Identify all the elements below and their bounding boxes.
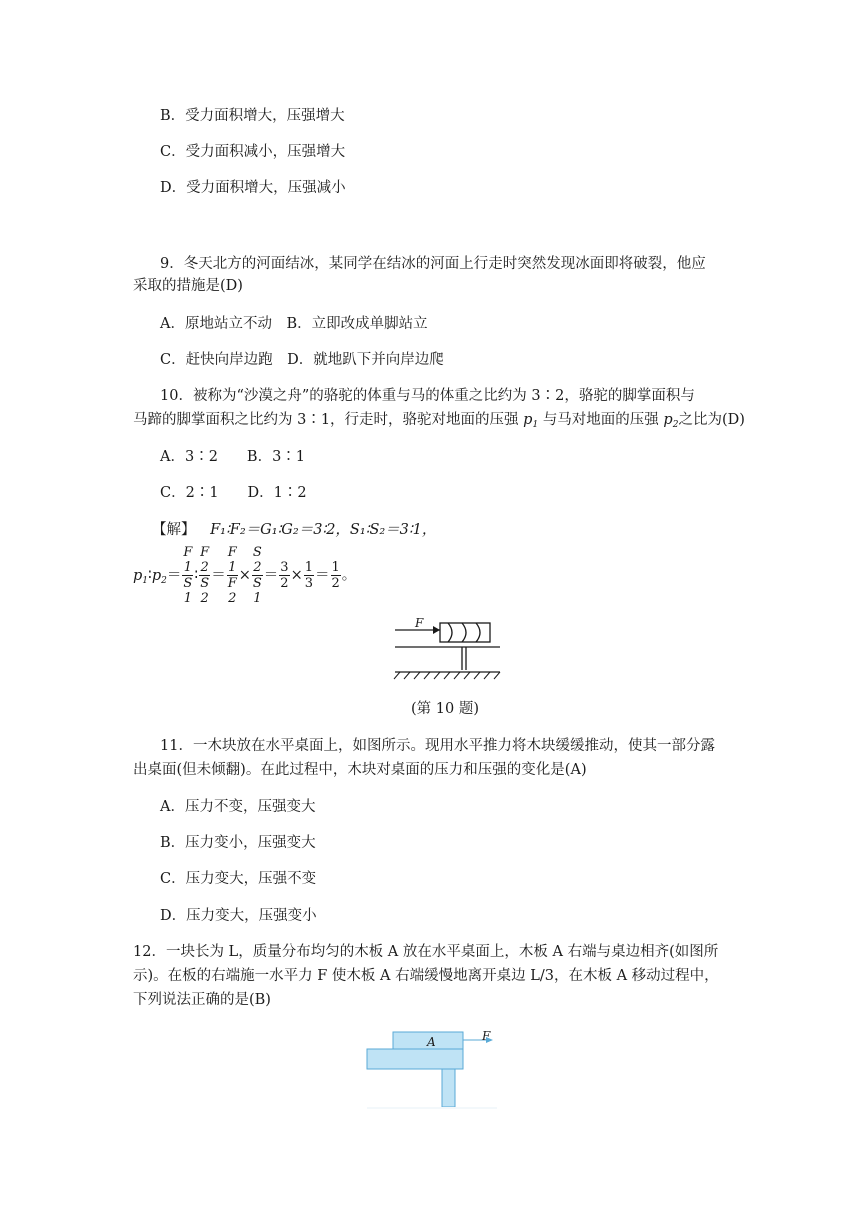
- q9-options-line1: A．原地站立不动 B．立即改成单脚站立: [160, 316, 428, 332]
- q8-option-c: C．受力面积减小，压强增大: [160, 144, 346, 160]
- q10-figure: [390, 615, 500, 685]
- q12-stem-line1: 12．一块长为 L，质量分布均匀的木板 A 放在水平桌面上，木板 A 右端与桌边相齐(如图所: [133, 944, 719, 960]
- q10-solution-label: 【解】: [152, 522, 196, 538]
- q12-figure-board-label: A: [427, 1035, 436, 1049]
- q10-stem-part2: 与马对地面的压强: [542, 412, 664, 428]
- q10-p1-symbol: $p_1$: [523, 412, 539, 430]
- q11-stem-line1: 11．一木块放在水平桌面上，如图所示。现用水平推力将木块缓缓推动，使其一部分露: [160, 738, 715, 754]
- q9-stem-line1: 9．冬天北方的河面结冰，某同学在结冰的河面上行走时突然发现冰面即将破裂，他应: [160, 256, 706, 272]
- q10-options-line2: C．2∶1 D．1∶2: [160, 485, 307, 501]
- q8-option-b: B．受力面积增大，压强增大: [160, 108, 345, 124]
- q10-stem-part3: 之比为(D): [678, 412, 745, 428]
- q10-figure-force-label: F: [415, 616, 424, 630]
- q11-option-d: D．压力变大，压强变小: [160, 908, 317, 924]
- q12-stem-line3: 下列说法正确的是(B): [133, 992, 271, 1008]
- q11-option-b: B．压力变小，压强变大: [160, 835, 316, 851]
- q10-figure-caption: (第 10 题): [411, 701, 479, 717]
- q11-stem-line2: 出桌面(但未倾翻)。在此过程中，木块对桌面的压力和压强的变化是(A): [133, 762, 587, 778]
- q10-solution-line2: $p_1∶p_2=$ F 1 S 1 ∶ F 2 S 2 ＝ F 1 F 2 × S 2 S 1 ＝ $\frac{3}{2}$ × $\frac{1}{3}$ ＝ $\frac{1}{2}$ 。: [133, 545, 357, 606]
- q10-solution-ratios: F₁∶F₂＝G₁∶G₂＝3∶2，S₁∶S₂＝3∶1，: [210, 522, 437, 538]
- q8-option-d: D．受力面积增大，压强减小: [160, 180, 346, 196]
- q10-stem-part1: 马蹄的脚掌面积之比约为 3∶1，行走时，骆驼对地面的压强: [133, 412, 524, 428]
- q10-options-line1: A．3∶2 B．3∶1: [160, 449, 306, 465]
- q10-p2-symbol: $p_2$: [663, 412, 679, 430]
- q11-option-a: A．压力不变，压强变大: [160, 799, 316, 815]
- q12-stem-line2: 示)。在板的右端施一水平力 F 使木板 A 右端缓慢地离开桌边 L/3，在木板 A 移动过程中，: [133, 968, 719, 984]
- q10-stem-line2: [133, 410, 745, 435]
- q10-stem-line1: 10．被称为“沙漠之舟”的骆驼的体重与马的体重之比约为 3∶2，骆驼的脚掌面积与: [160, 388, 695, 404]
- q9-stem-line2: 采取的措施是(D): [133, 278, 243, 294]
- q9-options-line2: C．赶快向岸边跑 D．就地趴下并向岸边爬: [160, 352, 444, 368]
- q12-figure-force-label: F: [482, 1029, 491, 1043]
- q11-option-c: C．压力变大，压强不变: [160, 871, 317, 887]
- q10-solution-line1: [152, 520, 436, 540]
